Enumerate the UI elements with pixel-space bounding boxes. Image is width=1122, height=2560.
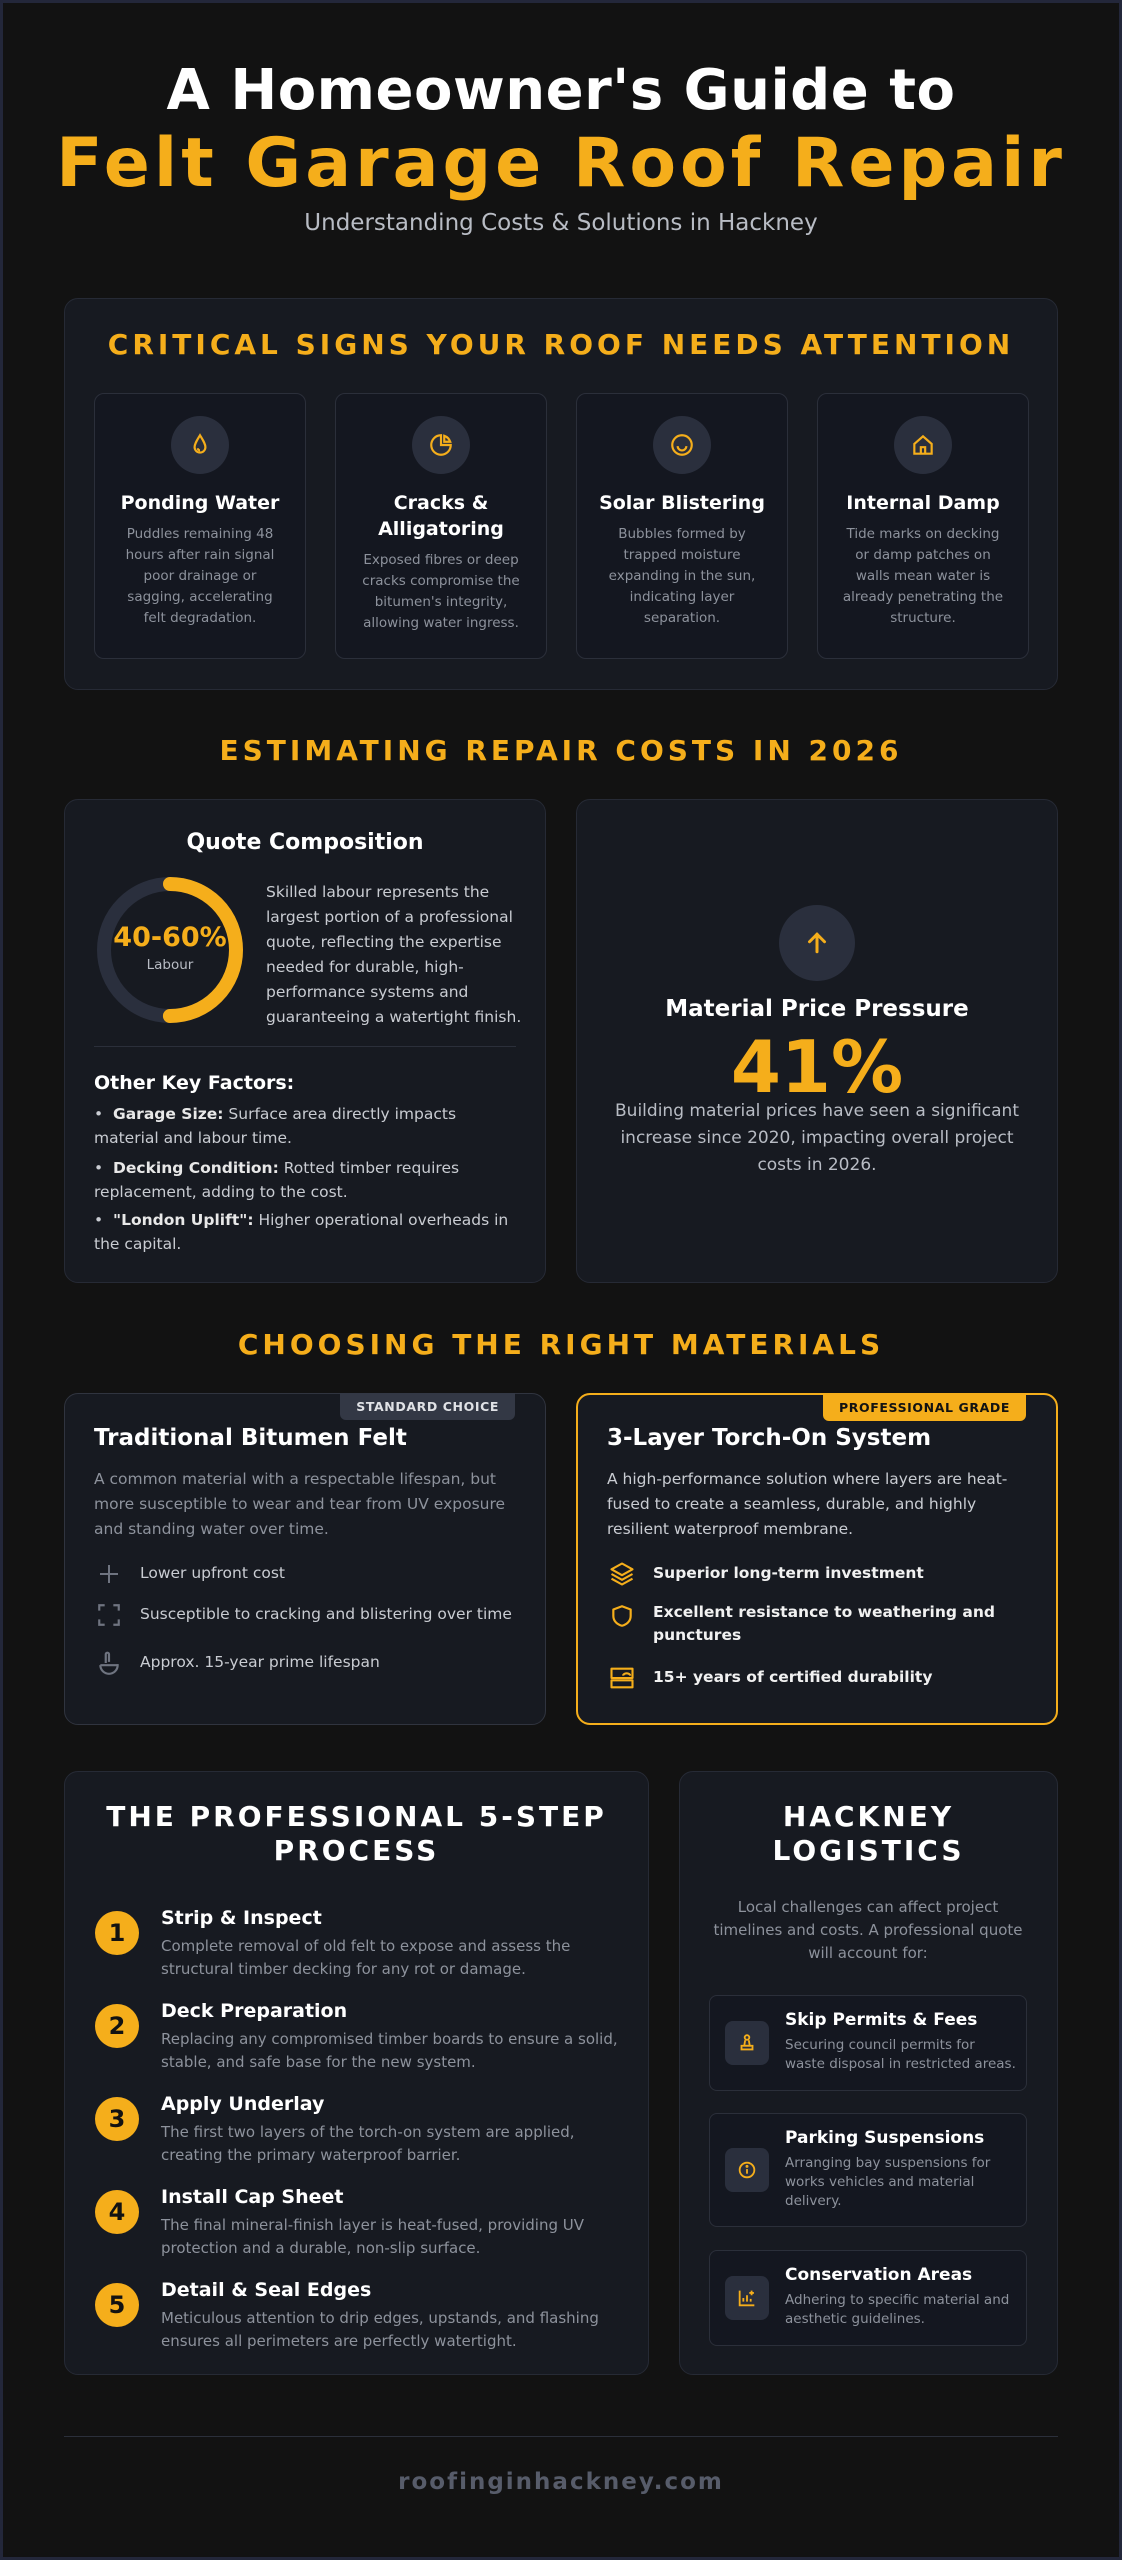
standard-badge: STANDARD CHOICE xyxy=(340,1393,515,1420)
sign-card-cracks xyxy=(335,393,547,659)
feature-text: Excellent resistance to weathering and punctures xyxy=(653,1603,995,1644)
step-number: 5 xyxy=(95,2283,139,2327)
pro-feature xyxy=(607,1601,1013,1647)
frame-corners-icon xyxy=(94,1600,124,1630)
standard-feature xyxy=(94,1648,380,1678)
pro-feature xyxy=(607,1559,924,1589)
pro-desc: A high-performance solution where layers are heat-fused to create a seamless, durable, and highly resilient waterproof membrane. xyxy=(607,1470,1008,1538)
footer-divider xyxy=(64,2436,1058,2437)
arrow-up-icon xyxy=(779,905,855,981)
standard-title: Traditional Bitumen Felt xyxy=(94,1425,407,1451)
feature-text: 15+ years of certified durability xyxy=(653,1668,933,1686)
quote-title: Quote Composition xyxy=(186,830,424,855)
sign-title: Internal Damp xyxy=(846,492,1000,514)
step-number: 1 xyxy=(95,1911,139,1955)
step-desc: Complete removal of old felt to expose and assess the structural timber decking for any rot or damage. xyxy=(161,1937,571,1978)
logistics-item-desc: Arranging bay suspensions for works vehicles and material delivery. xyxy=(785,2155,991,2209)
step-title: Install Cap Sheet xyxy=(161,2186,344,2208)
step-number: 3 xyxy=(95,2097,139,2141)
sign-desc: Exposed fibres or deep cracks compromise the bitumen's integrity, allowing water ingress. xyxy=(362,552,520,631)
signs-title: CRITICAL SIGNS YOUR ROOF NEEDS ATTENTION xyxy=(107,328,1015,361)
shield-icon xyxy=(607,1601,637,1631)
footer-site-link[interactable]: roofinginhackney.com xyxy=(398,2469,724,2495)
process-title: THE PROFESSIONAL 5-STEP PROCESS xyxy=(106,1800,607,1867)
quote-divider xyxy=(94,1046,516,1047)
logistics-item xyxy=(709,1995,1027,2091)
pro-badge: PROFESSIONAL GRADE xyxy=(823,1394,1026,1421)
logistics-item-desc: Securing council permits for waste disposal in restricted areas. xyxy=(785,2037,1016,2072)
logistics-item-title: Skip Permits & Fees xyxy=(785,2010,978,2030)
step-title: Strip & Inspect xyxy=(161,1907,322,1929)
logistics-item xyxy=(709,2250,1027,2346)
sign-card-blistering xyxy=(576,393,788,659)
factors-title: Other Key Factors: xyxy=(94,1072,295,1094)
logistics-item xyxy=(709,2113,1027,2227)
pro-feature xyxy=(607,1663,932,1693)
step-title: Deck Preparation xyxy=(161,2000,348,2022)
step-desc: The first two layers of the torch-on system are applied, creating the primary waterproof barrier. xyxy=(161,2123,575,2164)
permit-icon xyxy=(725,2021,769,2065)
step-title: Detail & Seal Edges xyxy=(161,2279,372,2301)
logistics-item-title: Parking Suspensions xyxy=(785,2128,985,2148)
step-title: Apply Underlay xyxy=(161,2093,325,2115)
plus-icon xyxy=(94,1559,124,1589)
sign-desc: Bubbles formed by trapped moisture expanding in the sun, indicating layer separation. xyxy=(608,526,756,626)
parking-icon xyxy=(725,2148,769,2192)
donut-value: 40-60% xyxy=(113,922,227,953)
logistics-item-title: Conservation Areas xyxy=(785,2265,973,2285)
sign-desc: Tide marks on decking or damp patches on walls mean water is already penetrating the structure. xyxy=(842,526,1004,626)
hand-icon xyxy=(94,1648,124,1678)
sign-card-ponding xyxy=(94,393,306,659)
step-number: 4 xyxy=(95,2190,139,2234)
pie-chart-icon xyxy=(412,416,470,474)
logistics-title: HACKNEY LOGISTICS xyxy=(772,1800,965,1867)
pro-title: 3-Layer Torch-On System xyxy=(607,1425,932,1451)
pressure-text: Building material prices have seen a significant increase since 2020, impacting overall project costs in 2026. xyxy=(615,1101,1019,1175)
factor-text: Higher operational overheads in the capital. xyxy=(94,1211,509,1253)
donut-label: Labour xyxy=(146,957,194,973)
conservation-icon xyxy=(725,2276,769,2320)
feature-text: Superior long-term investment xyxy=(653,1564,924,1582)
factor-label: Garage Size: xyxy=(113,1105,224,1123)
sign-title: Cracks & Alligatoring xyxy=(378,492,504,540)
sign-title: Solar Blistering xyxy=(599,492,765,514)
feature-text: Approx. 15-year prime lifespan xyxy=(140,1653,380,1671)
pressure-title: Material Price Pressure xyxy=(665,996,969,1022)
factor-item: • "London Uplift": Higher operational overheads in the capital. xyxy=(94,1211,509,1253)
quote-text: Skilled labour represents the largest portion of a professional quote, reflecting the expertise needed for durable, high-performance systems and guaranteeing a watertight finish. xyxy=(266,883,522,1026)
sign-title: Ponding Water xyxy=(120,492,280,514)
layers-icon xyxy=(607,1559,637,1589)
step-number: 2 xyxy=(95,2004,139,2048)
factor-item: • Garage Size: Surface area directly impacts material and labour time. xyxy=(94,1105,457,1147)
pressure-value: 41% xyxy=(730,1025,904,1109)
step-desc: Replacing any compromised timber boards to ensure a solid, stable, and safe base for the new system. xyxy=(161,2030,618,2071)
factor-label: Decking Condition: xyxy=(113,1159,279,1177)
step-desc: Meticulous attention to drip edges, upstands, and flashing ensures all perimeters are perfectly watertight. xyxy=(161,2309,599,2350)
title-line-2: Felt Garage Roof Repair xyxy=(56,124,1066,203)
step-desc: The final mineral-finish layer is heat-fused, providing UV protection and a durable, non-slip surface. xyxy=(161,2216,584,2257)
standard-desc: A common material with a respectable lifespan, but more susceptible to wear and tear from UV exposure and standing water over time. xyxy=(94,1470,506,1538)
certificate-icon xyxy=(607,1663,637,1693)
home-icon xyxy=(894,416,952,474)
factor-text: Surface area directly impacts material and labour time. xyxy=(94,1105,457,1147)
factor-text: Rotted timber requires replacement, adding to the cost. xyxy=(94,1159,460,1201)
factor-label: "London Uplift": xyxy=(113,1211,254,1229)
logistics-intro: Local challenges can affect project timelines and costs. A professional quote will account for: xyxy=(713,1898,1023,1962)
standard-feature xyxy=(94,1600,512,1630)
feature-text: Lower upfront cost xyxy=(140,1564,285,1582)
smiley-icon xyxy=(653,416,711,474)
title-line-1: A Homeowner's Guide to xyxy=(166,58,956,123)
sign-desc: Puddles remaining 48 hours after rain signal poor drainage or sagging, accelerating felt degradation. xyxy=(125,526,275,626)
materials-title: CHOOSING THE RIGHT MATERIALS xyxy=(237,1328,885,1361)
sign-card-damp xyxy=(817,393,1029,659)
feature-text: Susceptible to cracking and blistering over time xyxy=(140,1605,512,1623)
subtitle: Understanding Costs & Solutions in Hackney xyxy=(304,210,818,236)
standard-feature xyxy=(94,1559,285,1589)
water-drop-icon xyxy=(171,416,229,474)
costs-title: ESTIMATING REPAIR COSTS IN 2026 xyxy=(219,734,903,767)
logistics-item-desc: Adhering to specific material and aesthetic guidelines. xyxy=(785,2292,1010,2327)
factor-item: • Decking Condition: Rotted timber requires replacement, adding to the cost. xyxy=(94,1159,460,1201)
